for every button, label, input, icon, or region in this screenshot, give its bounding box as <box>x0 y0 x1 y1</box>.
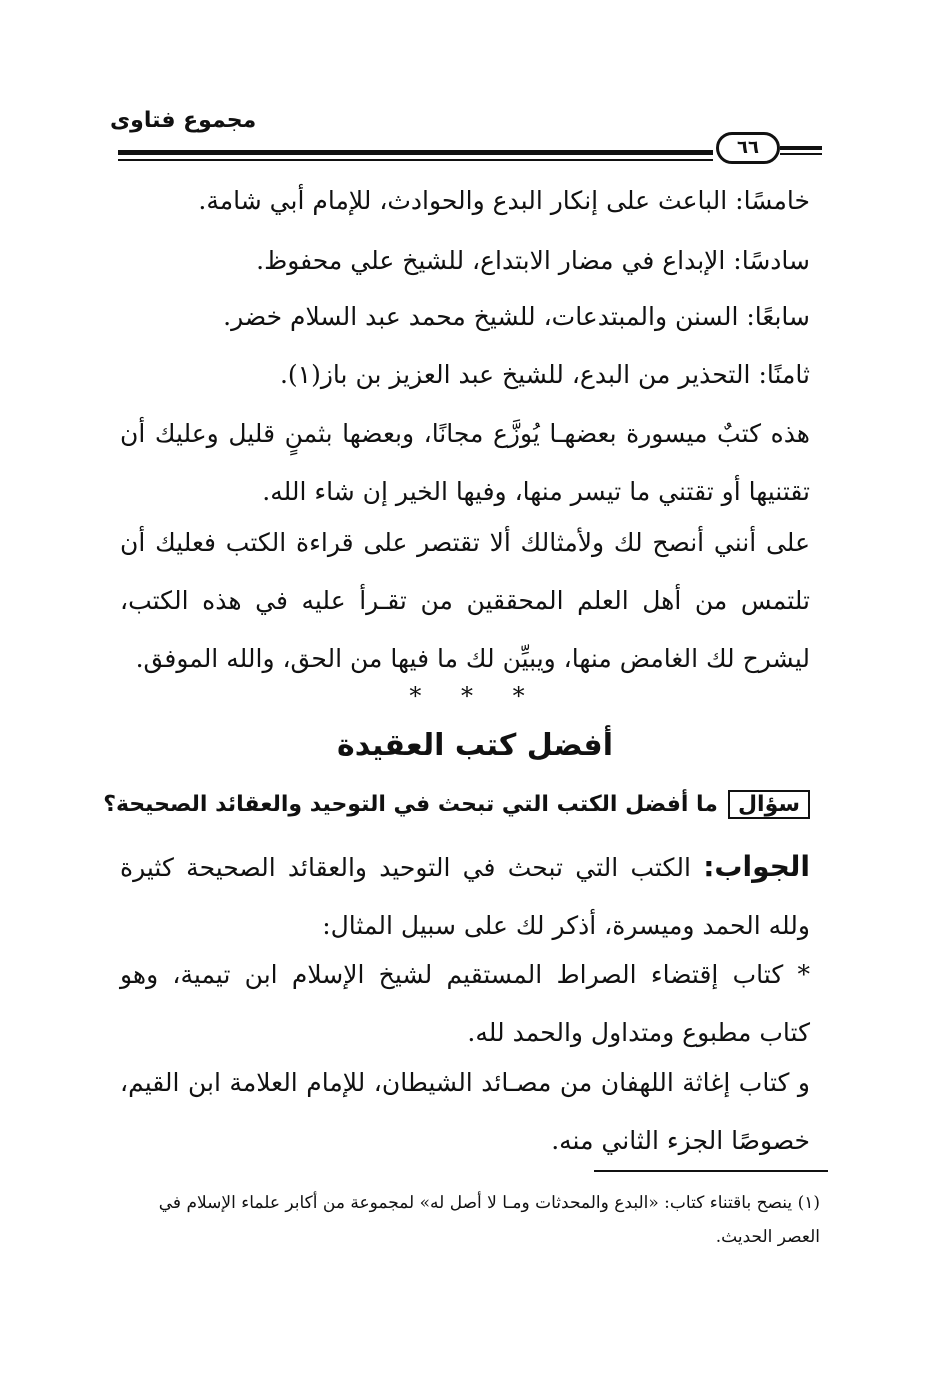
header-rule-right <box>780 146 822 150</box>
header-rule <box>118 150 713 155</box>
answer <box>120 838 810 955</box>
paragraph: هذه كتبٌ ميسورة بعضهـا يُوزَّع مجانًا، وبعضها بثمنٍ قليل وعليك أن تقتنيها أو تقتني ما تيسر منها، وفيها الخير إن شاء الله. <box>120 419 810 506</box>
list-item: خامسًا: الباعث على إنكار البدع والحوادث، للإمام أبي شامة. <box>198 186 810 215</box>
footnote-text: ينصح باقتناء كتاب: «البدع والمحدثات ومـا لا أصل له» لمجموعة من أكابر علماء الإسلام في العصر الحديث. <box>158 1193 820 1247</box>
page-number: ٦٦ <box>716 132 780 164</box>
header-rule-right-thin <box>780 153 822 155</box>
paragraph: على أنني أنصح لك ولأمثالك ألا تقتصر على قراءة الكتب فعليك أن تلتمس من أهل العلم المحققين من تقـرأ عليه في هذه الكتب، ليشرح لك الغامض منها، ويبيِّن لك ما فيها من الحق، والله الموفق. <box>120 528 810 673</box>
question <box>103 790 810 819</box>
answer-text: الكتب التي تبحث في التوحيد والعقائد الصحيحة كثيرة ولله الحمد وميسرة، أذكر لك على سبيل المثال: <box>120 853 810 940</box>
footnote-marker: (١) <box>797 1193 820 1213</box>
question-text: ما أفضل الكتب التي تبحث في التوحيد والعقائد الصحيحة؟ <box>103 792 718 817</box>
section-separator: * * * <box>409 682 541 710</box>
question-label: سؤال <box>728 790 810 819</box>
header-rule-thin <box>118 159 713 161</box>
list-item: سابعًا: السنن والمبتدعات، للشيخ محمد عبد السلام خضر. <box>223 302 810 331</box>
running-header-title: مجموع فتاوى <box>110 108 257 133</box>
footnote-rule <box>594 1170 828 1172</box>
book-entry: و كتاب إغاثة اللهفان من مصـائد الشيطان، للإمام العلامة ابن القيم، خصوصًا الجزء الثاني منه. <box>120 1068 810 1155</box>
section-title: أفضل كتب العقيدة <box>337 728 613 763</box>
list-item: ثامنًا: التحذير من البدع، للشيخ عبد العزيز بن باز(١). <box>279 360 810 389</box>
answer-label: الجواب: <box>703 850 810 883</box>
book-entry: * كتاب إقتضاء الصراط المستقيم لشيخ الإسلام ابن تيمية، وهو كتاب مطبوع ومتداول والحمد لله. <box>120 960 810 1047</box>
footnote <box>120 1186 820 1254</box>
list-item: سادسًا: الإبداع في مضار الابتداع، للشيخ علي محفوظ. <box>256 246 810 275</box>
